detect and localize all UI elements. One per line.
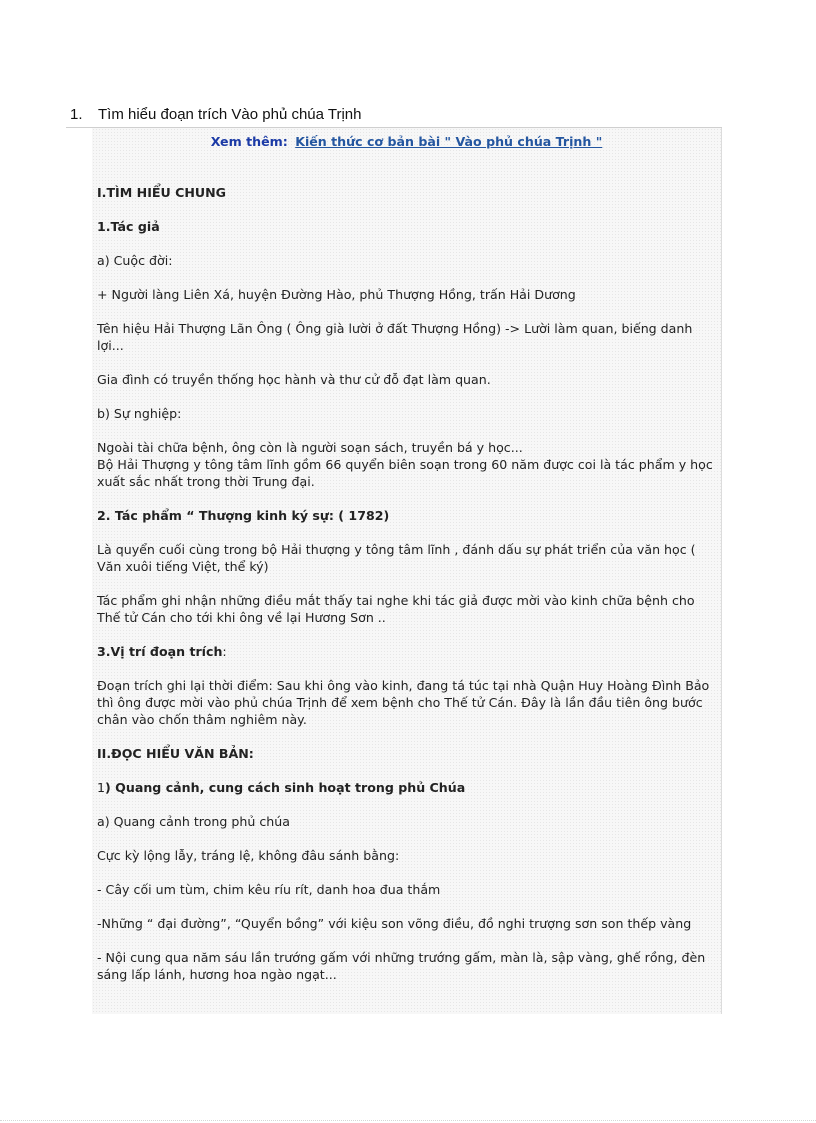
section-2-title: II.ĐỌC HIỂU VĂN BẢN: xyxy=(97,746,254,761)
article-content xyxy=(92,128,722,1014)
author-life-label: a) Cuộc đời: xyxy=(97,253,173,268)
author-career-label: b) Sự nghiệp: xyxy=(97,406,182,421)
position-title-rest: : xyxy=(222,644,227,659)
document-heading xyxy=(66,101,722,128)
author-life-p3: Gia đình có truyền thống học hành và thư cử đỗ đạt làm quan. xyxy=(97,372,491,387)
work-p1: Là quyển cuối cùng trong bộ Hải thượng y tông tâm lĩnh , đánh dấu sự phát triển của văn học ( Văn xuôi tiếng Việt, thể ký) xyxy=(97,542,696,574)
page-bottom-divider xyxy=(0,1120,816,1121)
sub1-p4: - Nội cung qua năm sáu lần trướng gấm với những trướng gấm, màn là, sập vàng, ghế rồng, đèn sáng lấp lánh, hương hoa ngào ngạt... xyxy=(97,950,706,982)
author-career-p2: Bộ Hải Thượng y tông tâm lĩnh gồm 66 quyển biên soạn trong 60 năm được coi là tác phẩm y học xuất sắc nhất trong thời Trung đại. xyxy=(97,457,713,489)
work-p2: Tác phẩm ghi nhận những điều mắt thấy tai nghe khi tác giả được mời vào kinh chữa bệnh cho Thế tử Cán cho tới khi ông về lại Hương Sơn .. xyxy=(97,593,695,625)
author-life-p2: Tên hiệu Hải Thượng Lãn Ông ( Ông già lười ở đất Thượng Hồng) -> Lười làm quan, biếng danh lợi... xyxy=(97,321,693,353)
position-p1: Đoạn trích ghi lại thời điểm: Sau khi ông vào kinh, đang tá túc tại nhà Quận Huy Hoàng Đình Bảo thì ông được mời vào phủ chúa Trịnh để xem bệnh cho Thế tử Cán. Đây là lần đầu tiên ông bước chân vào chốn thâm nghiêm này. xyxy=(97,678,710,727)
author-life-p1: + Người làng Liên Xá, huyện Đường Hào, phủ Thượng Hồng, trấn Hải Dương xyxy=(97,287,576,302)
position-title xyxy=(97,643,716,660)
section-1-title: I.TÌM HIỂU CHUNG xyxy=(97,185,226,200)
sub1-p2: - Cây cối um tùm, chim kêu ríu rít, danh hoa đua thắm xyxy=(97,882,441,897)
sub1-a-label: a) Quang cảnh trong phủ chúa xyxy=(97,814,290,829)
heading-title: Tìm hiểu đoạn trích Vào phủ chúa Trịnh xyxy=(98,105,362,123)
author-career-p1: Ngoài tài chữa bệnh, ông còn là người soạn sách, truyền bá y học... xyxy=(97,440,523,455)
see-also-label: Xem thêm: xyxy=(210,134,288,149)
sub1-title-num: 1 xyxy=(97,780,106,795)
sub1-p3: -Những “ đại đường”, “Quyển bồng” với kiệu son võng điều, đồ nghi trượng sơn son thếp vàng xyxy=(97,916,692,931)
heading-number: 1. xyxy=(70,105,83,123)
position-title-bold: 3.Vị trí đoạn trích xyxy=(97,644,223,659)
see-also-line xyxy=(97,133,716,150)
sub1-title xyxy=(97,779,716,796)
author-title: 1.Tác giả xyxy=(97,219,160,234)
see-also-link[interactable]: Kiến thức cơ bản bài " Vào phủ chúa Trịnh " xyxy=(295,134,603,149)
sub1-title-bold: ) Quang cảnh, cung cách sinh hoạt trong phủ Chúa xyxy=(105,780,466,795)
work-title: 2. Tác phẩm “ Thượng kinh ký sự: ( 1782) xyxy=(97,508,390,523)
sub1-p1: Cực kỳ lộng lẫy, tráng lệ, không đâu sánh bằng: xyxy=(97,848,400,863)
